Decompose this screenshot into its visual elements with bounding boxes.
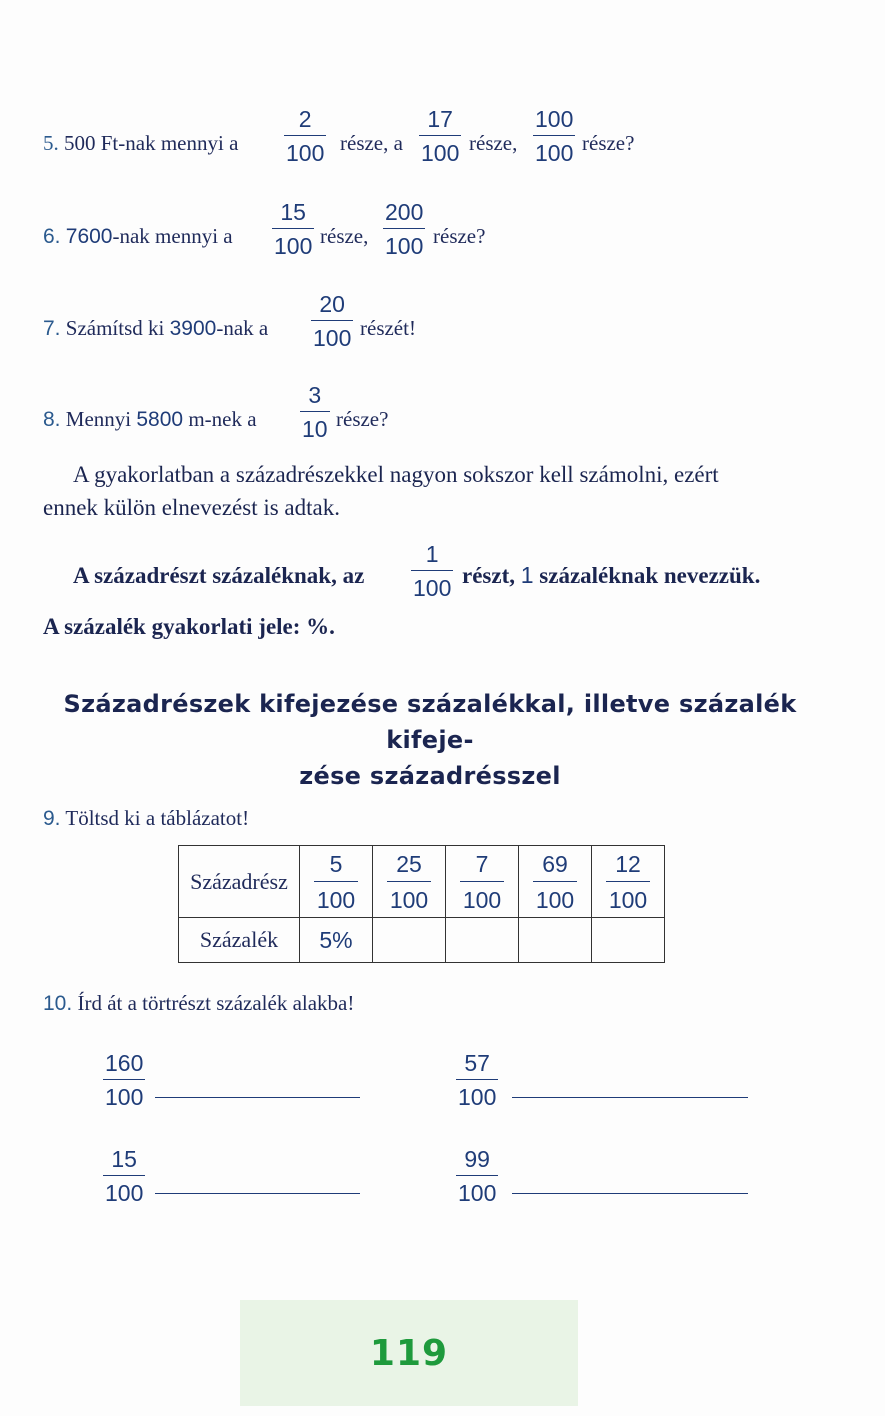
denominator: 100	[385, 233, 424, 259]
denominator: 100	[458, 1084, 497, 1110]
heading-line-1: Századrészek kifejezése százalékkal, illetve százalék kifeje-	[63, 690, 797, 754]
fraction-bar	[311, 320, 353, 321]
definition-part-2	[462, 559, 760, 592]
intro-line-1: A gyakorlatban a századrészekkel nagyon sokszor kell számolni, ezért	[73, 462, 719, 487]
row-label	[179, 918, 300, 963]
fraction-bar	[533, 135, 575, 136]
fraction-bar	[606, 881, 650, 882]
answer-line[interactable]	[155, 1193, 360, 1194]
exercise-text: része?	[433, 224, 486, 248]
fraction	[311, 291, 353, 351]
table-cell	[300, 846, 373, 918]
denominator: 100	[413, 575, 452, 601]
numerator: 17	[427, 106, 453, 132]
exercise-7	[43, 316, 268, 341]
percent-table	[178, 845, 665, 963]
table-cell	[446, 846, 519, 918]
exercise-9	[43, 806, 249, 831]
denominator: 100	[608, 886, 648, 913]
exercise-text: része,	[320, 224, 369, 248]
exercise-number: 10.	[43, 992, 73, 1015]
exercise-number: 7.	[43, 317, 61, 340]
answer-line[interactable]	[512, 1097, 748, 1098]
heading-line-2: zése századrésszel	[299, 762, 561, 790]
exercise-text: része, a	[340, 131, 403, 155]
numerator: 12	[615, 850, 641, 877]
exercise-6	[43, 224, 233, 249]
numerator: 57	[464, 1050, 490, 1076]
denominator: 100	[286, 140, 325, 166]
fraction	[387, 851, 431, 913]
numerator: 200	[385, 199, 424, 225]
fraction-bar	[419, 135, 461, 136]
exercise-text: Számítsd ki	[65, 316, 165, 340]
percent-input-cell[interactable]	[373, 918, 446, 963]
fraction-bar	[387, 881, 431, 882]
exercise-8	[43, 407, 257, 432]
fraction-bar	[383, 228, 425, 229]
exercise-text: -nak mennyi a	[112, 224, 233, 248]
percent-cell: 5%	[300, 918, 373, 963]
numerator: 1	[425, 541, 439, 567]
numerator: 160	[105, 1050, 144, 1076]
numerator: 20	[319, 291, 345, 317]
fraction-bar	[300, 411, 330, 412]
numerator: 69	[542, 850, 568, 877]
numerator: 15	[280, 199, 306, 225]
intro-line-2: ennek külön elnevezést is adtak.	[43, 495, 340, 520]
number-value: 3900	[169, 317, 217, 340]
fraction	[272, 199, 314, 259]
table-cell	[519, 846, 592, 918]
fraction	[103, 1146, 145, 1206]
numerator: 2	[298, 106, 312, 132]
number-value: 1	[520, 562, 534, 588]
fraction-bar	[314, 881, 358, 882]
exercise-number: 5.	[43, 131, 59, 155]
numerator: 3	[308, 382, 322, 408]
numerator: 5	[329, 850, 343, 877]
fraction	[533, 106, 575, 166]
numerator: 7	[475, 850, 489, 877]
numerator: 99	[464, 1146, 490, 1172]
fraction-bar	[411, 570, 453, 571]
exercise-text: része?	[336, 407, 389, 431]
page-number-box	[240, 1300, 578, 1406]
exercise-number: 9.	[43, 807, 61, 830]
table-cell	[373, 846, 446, 918]
denominator: 100	[316, 886, 356, 913]
fraction-bar	[103, 1079, 145, 1080]
fraction-bar	[456, 1079, 498, 1080]
section-heading	[30, 686, 830, 794]
fraction-bar	[533, 881, 577, 882]
fraction	[606, 851, 650, 913]
exercise-10	[43, 991, 354, 1016]
exercise-text: 500 Ft-nak mennyi a	[64, 131, 239, 155]
fraction	[411, 541, 453, 601]
exercise-text: Írd át a törtrészt százalék alakba!	[77, 991, 355, 1015]
fraction	[103, 1050, 145, 1110]
table-row	[179, 918, 665, 963]
exercise-text: részét!	[360, 316, 416, 340]
denominator: 100	[105, 1084, 144, 1110]
fraction-bar	[456, 1175, 498, 1176]
fraction	[314, 851, 358, 913]
denominator: 100	[313, 325, 352, 351]
definition-text: százaléknak nevezzük.	[539, 563, 761, 588]
fraction	[419, 106, 461, 166]
exercise-text: m-nek a	[188, 407, 257, 431]
definition-text: részt,	[462, 563, 515, 588]
fraction	[460, 851, 504, 913]
exercise-5	[43, 131, 238, 155]
numerator: 25	[396, 850, 422, 877]
fraction	[456, 1146, 498, 1206]
row-label-text: Századrész	[190, 868, 288, 894]
page-number: 119	[369, 1332, 449, 1374]
denominator: 100	[421, 140, 460, 166]
exercise-text: -nak a	[216, 316, 269, 340]
exercise-text: Mennyi	[65, 407, 132, 431]
exercise-number: 6.	[43, 225, 61, 248]
exercise-text: Töltsd ki a táblázatot!	[65, 806, 250, 830]
answer-line[interactable]	[155, 1097, 360, 1098]
exercise-text: része?	[582, 131, 635, 155]
percent-input-cell[interactable]	[592, 918, 665, 963]
numerator: 15	[111, 1146, 137, 1172]
table-cell	[592, 846, 665, 918]
denominator: 10	[302, 416, 328, 442]
fraction	[533, 851, 577, 913]
fraction	[284, 106, 326, 166]
fraction	[456, 1050, 498, 1110]
answer-line[interactable]	[512, 1193, 748, 1194]
numerator: 100	[535, 106, 574, 132]
fraction-bar	[103, 1175, 145, 1176]
table-row	[179, 846, 665, 918]
exercise-text: része,	[469, 131, 518, 155]
definition-part-1: A századrészt százaléknak, az	[73, 563, 365, 588]
row-label	[179, 846, 300, 918]
denominator: 100	[535, 140, 574, 166]
denominator: 100	[458, 1180, 497, 1206]
percent-input-cell[interactable]	[446, 918, 519, 963]
row-label-text: Százalék	[199, 927, 279, 952]
fraction	[300, 382, 330, 442]
fraction-bar	[272, 228, 314, 229]
intro-paragraph	[43, 458, 843, 524]
percent-input-cell[interactable]	[519, 918, 592, 963]
denominator: 100	[105, 1180, 144, 1206]
denominator: 100	[274, 233, 313, 259]
denominator: 100	[389, 886, 429, 913]
denominator: 100	[535, 886, 575, 913]
number-value: 5800	[136, 408, 184, 431]
fraction	[383, 199, 425, 259]
number-value: 7600	[65, 225, 113, 248]
definition-line-2: A százalék gyakorlati jele: %.	[43, 614, 335, 639]
fraction-bar	[284, 135, 326, 136]
denominator: 100	[462, 886, 502, 913]
exercise-number: 8.	[43, 408, 61, 431]
fraction-bar	[460, 881, 504, 882]
